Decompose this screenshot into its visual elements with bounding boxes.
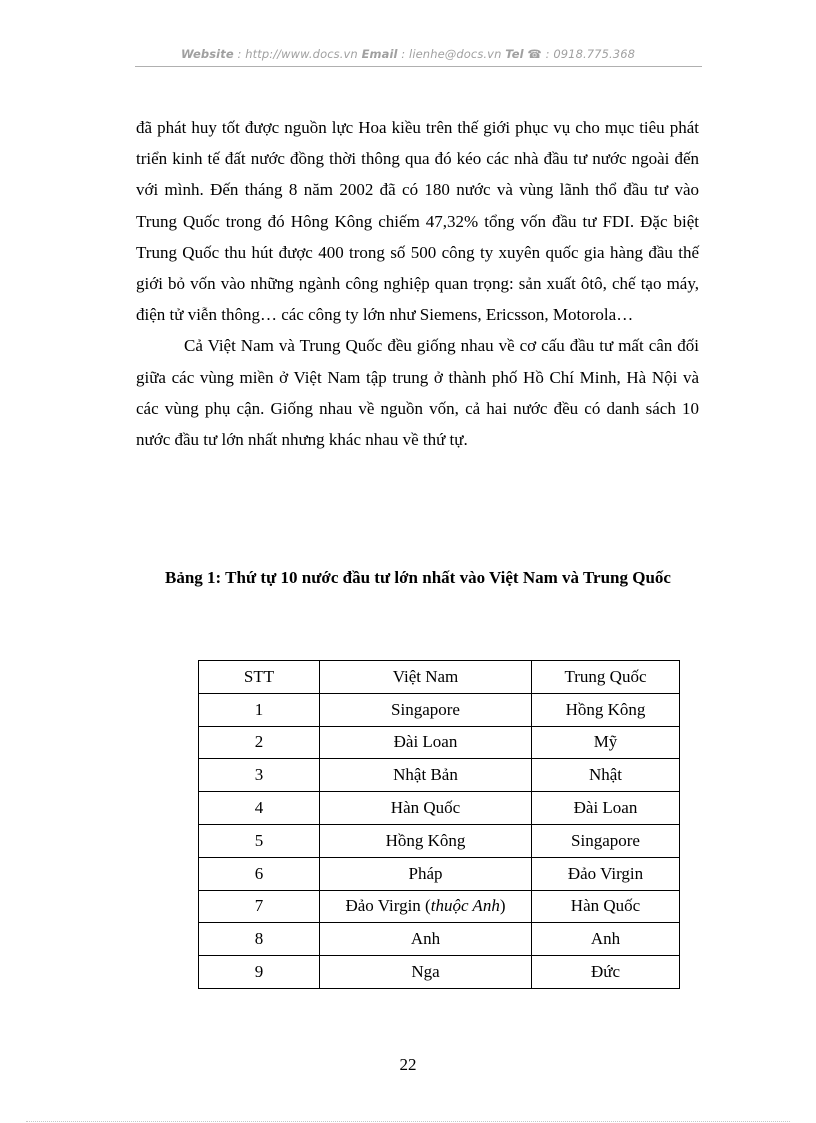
cell-stt: 5 bbox=[199, 824, 320, 857]
cell-stt: 1 bbox=[199, 693, 320, 726]
tel-separator: : bbox=[541, 47, 554, 61]
table-row bbox=[199, 857, 680, 890]
email-separator: : bbox=[397, 47, 410, 61]
cell-china: Đảo Virgin bbox=[532, 857, 680, 890]
cell-vietnam-text: Đảo Virgin ( bbox=[345, 896, 431, 916]
table-row bbox=[199, 890, 680, 923]
cell-vietnam: Nhật Bản bbox=[320, 759, 532, 792]
cell-vietnam: Singapore bbox=[320, 693, 532, 726]
table-row bbox=[199, 726, 680, 759]
cell-vietnam: Hồng Kông bbox=[320, 824, 532, 857]
phone-icon: ☎ bbox=[527, 47, 542, 61]
cell-vietnam: Anh bbox=[320, 923, 532, 956]
paragraph-1: đã phát huy tốt được nguồn lực Hoa kiều trên thế giới phục vụ cho mục tiêu phát triển kinh tế đất nước đồng thời thông qua đó kéo các nhà đầu tư nước ngoài đến với mình. Đến tháng 8 năm 2002 đã có 180 nước và vùng lãnh thổ đầu tư vào Trung Quốc trong đó Hông Kông chiếm 47,32% tổng vốn đầu tư FDI. Đặc biệt Trung Quốc thu hút được 400 trong số 500 công ty xuyên quốc gia hàng đầu thế giới bỏ vốn vào những ngành công nghiệp quan trọng: sản xuất ôtô, chế tạo máy, điện tử viễn thông… các công ty lớn như Siemens, Ericsson, Motorola… bbox=[136, 118, 699, 325]
cell-stt: 7 bbox=[199, 890, 320, 923]
table-row bbox=[199, 923, 680, 956]
cell-vietnam-note: thuộc Anh bbox=[430, 896, 500, 916]
cell-vietnam: Hàn Quốc bbox=[320, 792, 532, 825]
cell-stt: 4 bbox=[199, 792, 320, 825]
cell-vietnam-close: ) bbox=[499, 896, 506, 916]
table-row bbox=[199, 759, 680, 792]
cell-china: Đài Loan bbox=[532, 792, 680, 825]
website-label: Website bbox=[180, 47, 234, 61]
cell-vietnam: Nga bbox=[320, 956, 532, 989]
cell-china: Đức bbox=[532, 956, 680, 989]
tel-label: Tel bbox=[505, 47, 524, 61]
body-text bbox=[136, 112, 699, 455]
table-row bbox=[199, 693, 680, 726]
cell-stt: 3 bbox=[199, 759, 320, 792]
header-stt: STT bbox=[199, 661, 320, 694]
website-link[interactable]: http://www.docs.vn bbox=[245, 47, 358, 61]
investors-table bbox=[198, 660, 680, 989]
cell-china: Singapore bbox=[532, 824, 680, 857]
header-china: Trung Quốc bbox=[532, 661, 680, 694]
table-row bbox=[199, 824, 680, 857]
header-divider bbox=[135, 66, 702, 67]
bottom-divider bbox=[26, 1121, 790, 1122]
cell-stt: 8 bbox=[199, 923, 320, 956]
cell-china: Nhật bbox=[532, 759, 680, 792]
cell-china: Anh bbox=[532, 923, 680, 956]
cell-china: Hàn Quốc bbox=[532, 890, 680, 923]
cell-vietnam: Pháp bbox=[320, 857, 532, 890]
cell-china: Mỹ bbox=[532, 726, 680, 759]
cell-stt: 9 bbox=[199, 956, 320, 989]
tel-number: 0918.775.368 bbox=[553, 47, 636, 61]
table-header-row bbox=[199, 661, 680, 694]
header-vietnam: Việt Nam bbox=[320, 661, 532, 694]
table-row bbox=[199, 956, 680, 989]
table-caption: Bảng 1: Thứ tự 10 nước đầu tư lớn nhất vào Việt Nam và Trung Quốc bbox=[165, 568, 671, 587]
page-number: 22 bbox=[399, 1055, 417, 1074]
cell-vietnam bbox=[320, 890, 532, 923]
website-separator: : bbox=[233, 47, 246, 61]
cell-stt: 2 bbox=[199, 726, 320, 759]
table-row bbox=[199, 792, 680, 825]
page-header bbox=[0, 47, 816, 61]
email-link[interactable]: lienhe@docs.vn bbox=[409, 47, 502, 61]
cell-stt: 6 bbox=[199, 857, 320, 890]
cell-vietnam: Đài Loan bbox=[320, 726, 532, 759]
paragraph-2: Cả Việt Nam và Trung Quốc đều giống nhau về cơ cấu đầu tư mất cân đối giữa các vùng miền ở Việt Nam tập trung ở thành phố Hồ Chí Minh, Hà Nội và các vùng phụ cận. Giống nhau về nguồn vốn, cả hai nước đều có danh sách 10 nước đầu tư lớn nhất nhưng khác nhau về thứ tự. bbox=[136, 336, 699, 450]
email-label: Email bbox=[361, 47, 398, 61]
cell-china: Hồng Kông bbox=[532, 693, 680, 726]
